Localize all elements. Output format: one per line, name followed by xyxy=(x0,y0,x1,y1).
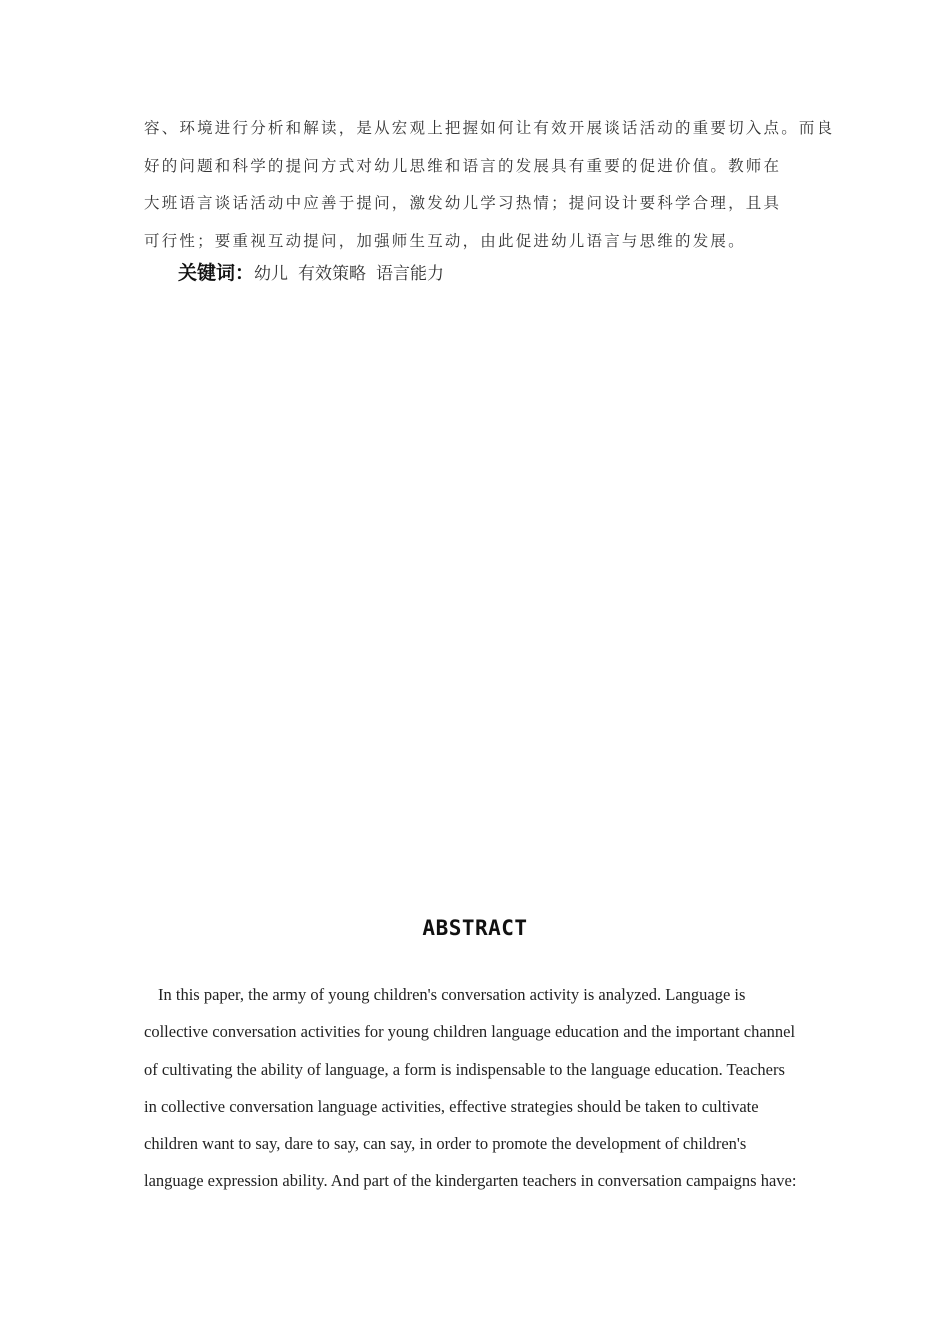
english-abstract-line: collective conversation activities for young children language education and the important channel xyxy=(144,1022,796,1042)
english-abstract-paragraph xyxy=(144,976,814,1200)
english-abstract-line: children want to say, dare to say, can say, in order to promote the development of children's xyxy=(144,1134,747,1154)
chinese-abstract-line: 大班语言谈话活动中应善于提问，激发幼儿学习热情；提问设计要科学合理，且具 xyxy=(144,194,782,212)
keywords-label: 关键词： xyxy=(178,262,255,284)
keywords-line xyxy=(178,258,444,288)
keyword-item: 幼儿 xyxy=(254,264,289,284)
english-abstract-line: language expression ability. And part of the kindergarten teachers in conversation campaigns have: xyxy=(144,1171,797,1191)
english-abstract-line: In this paper, the army of young children's conversation activity is analyzed. Language is xyxy=(158,985,746,1004)
chinese-abstract-paragraph xyxy=(144,110,835,260)
abstract-heading: ABSTRACT xyxy=(422,916,528,940)
chinese-abstract-line: 好的问题和科学的提问方式对幼儿思维和语言的发展具有重要的促进价值。教师在 xyxy=(144,156,782,175)
keywords-list xyxy=(254,259,444,284)
chinese-abstract-line: 容、环境进行分析和解读，是从宏观上把握如何让有效开展谈话活动的重要切入点。而良 xyxy=(144,119,835,137)
keyword-item: 语言能力 xyxy=(376,264,445,284)
english-abstract-line: in collective conversation language activities, effective strategies should be taken to cultivate xyxy=(144,1096,759,1116)
chinese-abstract-line: 可行性；要重视互动提问，加强师生互动，由此促进幼儿语言与思维的发展。 xyxy=(144,231,746,250)
keyword-item: 有效策略 xyxy=(298,264,367,284)
english-abstract-line: of cultivating the ability of language, a form is indispensable to the language education. Teachers xyxy=(144,1059,785,1079)
